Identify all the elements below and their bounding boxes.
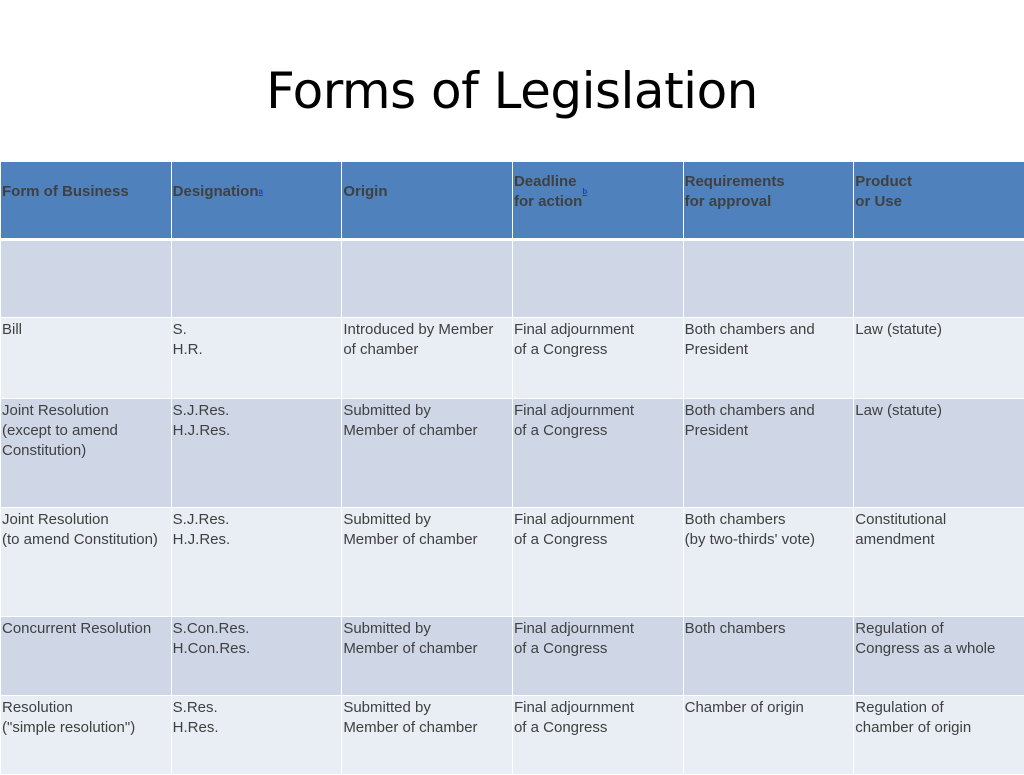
table-cell: Introduced by Member of chamber xyxy=(342,318,513,399)
table-cell xyxy=(512,240,683,318)
legislation-table xyxy=(0,161,1024,775)
header-deadline xyxy=(512,162,683,240)
table-cell: Law (statute) xyxy=(854,318,1024,399)
header-origin xyxy=(342,162,513,240)
table-cell: Submitted by Member of chamber xyxy=(342,399,513,508)
footnote-link-b[interactable]: b xyxy=(582,182,587,202)
table-cell: Chamber of origin xyxy=(683,696,854,775)
table-cell xyxy=(1,240,172,318)
table-cell: Final adjournment of a Congress xyxy=(512,508,683,617)
table-cell: Bill xyxy=(1,318,172,399)
table-row xyxy=(1,508,1024,617)
table-cell: S.Res. H.Res. xyxy=(171,696,342,775)
table-cell: Final adjournment of a Congress xyxy=(512,318,683,399)
table-cell: Final adjournment of a Congress xyxy=(512,399,683,508)
table-row xyxy=(1,617,1024,696)
table-cell: S. H.R. xyxy=(171,318,342,399)
table-cell: Joint Resolution (except to amend Constitution) xyxy=(1,399,172,508)
header-label: Product or Use xyxy=(855,172,912,212)
table-cell xyxy=(342,240,513,318)
header-label: Form of Business xyxy=(2,182,129,202)
table-cell: Final adjournment of a Congress xyxy=(512,617,683,696)
header-label: Designation xyxy=(173,182,259,202)
table-cell: Submitted by Member of chamber xyxy=(342,508,513,617)
table-row xyxy=(1,399,1024,508)
table-row xyxy=(1,318,1024,399)
table-row xyxy=(1,696,1024,775)
table-cell xyxy=(171,240,342,318)
table-cell xyxy=(683,240,854,318)
header-label: Deadline for action xyxy=(514,172,582,212)
table-cell: Both chambers xyxy=(683,617,854,696)
table-cell: Regulation of Congress as a whole xyxy=(854,617,1024,696)
footnote-link-a[interactable]: a xyxy=(259,182,263,202)
table-cell: Resolution ("simple resolution") xyxy=(1,696,172,775)
empty-row xyxy=(1,240,1024,318)
header-form-of-business xyxy=(1,162,172,240)
header-label: Requirements for approval xyxy=(685,172,785,212)
table-cell: Final adjournment of a Congress xyxy=(512,696,683,775)
header-designation xyxy=(171,162,342,240)
table-cell: S.J.Res. H.J.Res. xyxy=(171,508,342,617)
slide-title: Forms of Legislation xyxy=(0,62,1024,120)
table-cell: Law (statute) xyxy=(854,399,1024,508)
table-cell: Joint Resolution (to amend Constitution) xyxy=(1,508,172,617)
header-requirements xyxy=(683,162,854,240)
table-cell: Concurrent Resolution xyxy=(1,617,172,696)
table-cell: Submitted by Member of chamber xyxy=(342,617,513,696)
table-cell: Both chambers (by two-thirds' vote) xyxy=(683,508,854,617)
table-cell: Constitutional amendment xyxy=(854,508,1024,617)
table-cell: S.Con.Res. H.Con.Res. xyxy=(171,617,342,696)
table-header-row xyxy=(1,162,1024,240)
table-cell xyxy=(854,240,1024,318)
table-cell: Regulation of chamber of origin xyxy=(854,696,1024,775)
header-product xyxy=(854,162,1024,240)
header-label: Origin xyxy=(343,182,387,202)
table-cell: Submitted by Member of chamber xyxy=(342,696,513,775)
table-cell: Both chambers and President xyxy=(683,399,854,508)
table-cell: S.J.Res. H.J.Res. xyxy=(171,399,342,508)
table-cell: Both chambers and President xyxy=(683,318,854,399)
